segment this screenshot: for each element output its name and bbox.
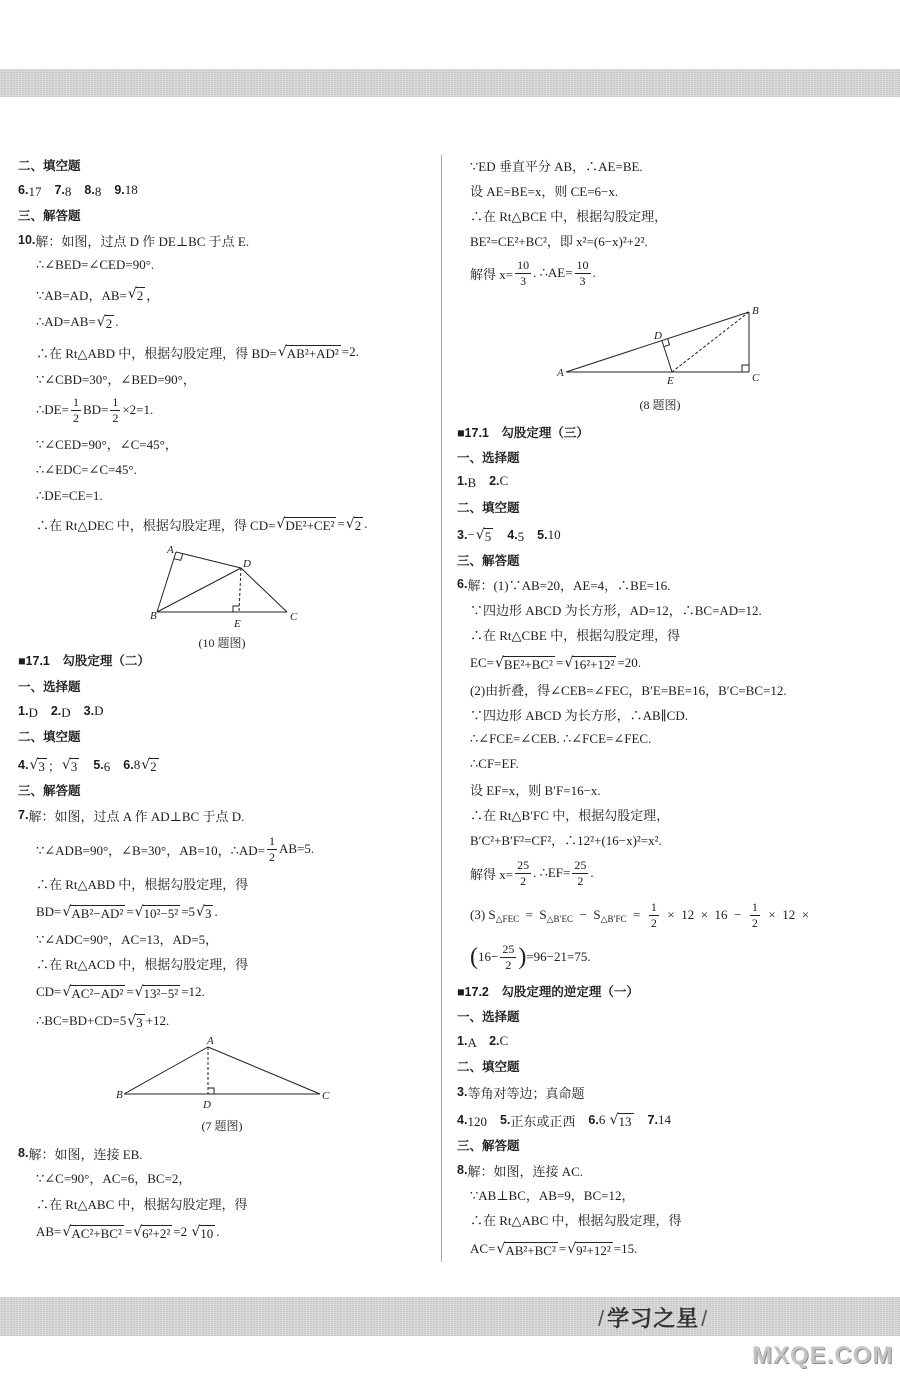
text-segment: ∴在 Rt△ABC 中，根据勾股定理，得	[36, 1196, 248, 1212]
fig8-caption: (8 题图)	[639, 398, 681, 412]
text-segment: ∴在 Rt△ACD 中，根据勾股定理，得	[36, 956, 249, 972]
fig8-right-angle-c	[742, 365, 749, 372]
radicand: √ 3	[38, 758, 45, 774]
text-segment: ∴在 Rt△BCE 中，根据勾股定理，	[470, 208, 668, 224]
text-segment: =	[337, 516, 345, 531]
text-segment: .	[592, 265, 596, 280]
denominator: 2	[650, 915, 657, 930]
text-segment: .	[214, 904, 218, 919]
text-segment: ∴在 Rt△B′FC 中，根据勾股定理，	[470, 807, 670, 823]
bold-label: 8.	[18, 1146, 29, 1160]
text-segment: D	[94, 703, 104, 718]
text-segment: −	[467, 527, 475, 542]
fig10-label-e: E	[234, 618, 241, 630]
bold-label: 三、解答题	[18, 784, 81, 798]
fig10-side-dc	[241, 568, 287, 612]
text-segment: ∵四边形 ABCD 为长方形，AD=12，∴BC=AD=12.	[470, 602, 762, 618]
bold-label: ■17.1 勾股定理（三）	[457, 426, 589, 440]
bold-label: 三、解答题	[18, 209, 81, 223]
text-segment: =	[626, 907, 647, 922]
fig10-label-b: B	[150, 610, 157, 622]
text-segment: D	[28, 704, 51, 720]
bold-label: 二、填空题	[457, 1060, 520, 1074]
text-segment: 8	[94, 183, 115, 199]
large-parenthesis: )	[518, 944, 527, 970]
text-segment: 10	[547, 527, 561, 542]
numerator: 10	[576, 257, 589, 272]
bold-label: 二、填空题	[18, 730, 81, 744]
bold-label: 3.	[457, 1085, 468, 1099]
radicand: √ 5	[484, 528, 492, 544]
text-segment: ∴DE=	[36, 402, 69, 417]
text-segment: ∴DE=CE=1.	[36, 488, 103, 503]
bold-label: 5.	[537, 528, 548, 542]
fig8-segment-be	[672, 312, 749, 372]
text-segment: ∴在 Rt△ABD 中，根据勾股定理，得 BD=	[36, 345, 277, 361]
radicand: √ AC²−AD²	[71, 985, 124, 1001]
text-segment: .	[364, 516, 368, 531]
text-segment: ，	[146, 287, 160, 303]
radicand: √ AB²−AD²	[71, 905, 124, 921]
fig8-label-e: E	[667, 375, 674, 387]
text-segment: (3) S	[470, 907, 496, 922]
fig10-caption: (10 题图)	[198, 636, 246, 650]
text-segment: ∴∠EDC=∠C=45°.	[36, 462, 137, 477]
text-segment: ∵∠CBD=30°，∠BED=90°，	[36, 371, 196, 387]
fig8-label-a: A	[557, 367, 564, 379]
radicand: √ 10²−5²	[143, 905, 179, 921]
text-segment: ∴在 Rt△ABC 中，根据勾股定理，得	[470, 1212, 682, 1228]
text-segment: (2)由折叠，得∠CEB=∠FEC，B′E=BE=16，B′C=BC=12.	[470, 682, 787, 698]
radicand: √ 2	[354, 517, 362, 533]
fig8-label-b: B	[752, 305, 759, 317]
bold-label: 二、填空题	[18, 159, 81, 173]
fig8-right-angle-d	[664, 339, 670, 347]
text-segment: EC=	[470, 655, 494, 670]
text-segment: AB=	[36, 1224, 62, 1239]
fig10-label-c: C	[290, 611, 298, 623]
site-watermark: MXQE.COM	[752, 1342, 894, 1369]
radicand: √ 2	[150, 758, 157, 774]
text-segment: AB=5.	[279, 841, 315, 856]
text-segment: =	[126, 984, 134, 999]
bold-label: 5.	[93, 758, 104, 772]
bottom-footer-band	[0, 1297, 900, 1336]
text-segment: 8	[133, 757, 141, 772]
denominator: 3	[520, 273, 527, 288]
bold-label: 2.	[489, 1034, 500, 1048]
text-segment: D	[61, 704, 84, 720]
bold-label: 6.	[18, 183, 29, 197]
text-segment: 正东或正西	[510, 1113, 589, 1129]
text-segment: C	[499, 1033, 509, 1048]
fig7-label-c: C	[322, 1090, 330, 1102]
figure-7-diagram	[116, 1035, 330, 1133]
text-segment: =2	[173, 1224, 191, 1239]
text-segment: +12.	[145, 1013, 170, 1028]
text-segment: 14	[657, 1112, 671, 1127]
fig8-label-c: C	[752, 372, 760, 384]
text-segment: 5	[517, 528, 538, 544]
text-segment: 解得 x=	[470, 266, 514, 282]
figure-10-diagram	[150, 544, 298, 650]
bold-label: ■17.2 勾股定理的逆定理（一）	[457, 985, 639, 999]
bold-label: 3.	[457, 528, 468, 542]
radicand: √ DE²+CE²	[285, 517, 335, 533]
bold-label: 4.	[18, 758, 29, 772]
bold-label: 一、选择题	[457, 1010, 520, 1024]
footer-brand: / 学习之星 /	[596, 1302, 710, 1333]
text-segment: 解：(1)∵AB=20，AE=4，∴BE=16.	[467, 577, 671, 593]
text-segment: .	[115, 314, 119, 329]
text-segment: =	[555, 655, 564, 670]
text-segment: ∵AB⊥BC，AB=9，BC=12，	[470, 1187, 635, 1203]
text-segment: =12.	[181, 984, 205, 999]
text-segment: ∵AB=AD，AB=	[36, 287, 127, 303]
text-segment: . ∴AE=	[533, 265, 573, 280]
bold-label: 2.	[489, 474, 500, 488]
denominator: 2	[269, 849, 276, 864]
fig10-diagonal-bd	[157, 568, 241, 612]
radicand: √ AB²+AD²	[286, 345, 339, 361]
text-segment: 解：如图，过点 D 作 DE⊥BC 于点 E.	[35, 233, 250, 249]
text-segment: BE²=CE²+BC²，即 x²=(6−x)²+2².	[470, 233, 648, 249]
bold-label: 一、选择题	[18, 680, 81, 694]
bold-label: 二、填空题	[457, 501, 520, 515]
fig10-label-a: A	[167, 544, 174, 556]
subscript: △FEC	[495, 913, 520, 924]
numerator: 1	[650, 899, 657, 914]
bold-label: 6.	[588, 1113, 599, 1127]
text-segment: AC=	[470, 1241, 496, 1256]
text-segment: ∴CF=EF.	[470, 756, 519, 771]
denominator: 2	[72, 410, 79, 425]
bold-label: 一、选择题	[457, 451, 520, 465]
fig7-caption: (7 题图)	[201, 1119, 243, 1133]
text-segment: = S	[519, 907, 547, 922]
text-segment: ∵∠CED=90°，∠C=45°，	[36, 436, 178, 452]
text-segment: 解：如图，连接 EB.	[28, 1146, 143, 1162]
bold-label: 6.	[123, 758, 134, 772]
text-segment: 120	[467, 1113, 500, 1129]
fig7-side-ac	[208, 1047, 320, 1094]
text-segment: ∴∠FCE=∠CEB. ∴∠FCE=∠FEC.	[470, 731, 652, 746]
text-segment: ∵四边形 ABCD 为长方形，∴AB∥CD.	[470, 707, 688, 723]
text-segment: 设 AE=BE=x，则 CE=6−x.	[470, 183, 619, 199]
denominator: 3	[579, 273, 586, 288]
text-segment: A	[467, 1034, 490, 1050]
bold-label: 3.	[83, 704, 95, 718]
bold-label: 三、解答题	[457, 554, 520, 568]
subscript: △B′FC	[600, 913, 627, 924]
text-segment: − S	[573, 907, 601, 922]
fig10-height-de	[239, 568, 241, 612]
text-segment: ∵∠C=90°，AC=6，BC=2，	[36, 1170, 192, 1186]
text-segment: × 12 × 16 −	[660, 907, 748, 922]
bold-label: 8.	[84, 183, 95, 197]
radicand: √ 2	[136, 287, 144, 303]
text-segment: 解得 x=	[470, 866, 514, 882]
text-segment: 解：如图，连接 AC.	[467, 1163, 583, 1179]
radicand: √ 13²−5²	[143, 985, 179, 1001]
fig10-label-d: D	[243, 558, 251, 570]
text-segment: ∴BC=BD+CD=5	[36, 1013, 127, 1028]
bold-label: 5.	[499, 1113, 511, 1127]
fig7-label-d: D	[203, 1099, 211, 1111]
text-segment: ∴AD=AB=	[36, 314, 96, 329]
radicand: √ 3	[204, 905, 212, 921]
text-segment: 8	[64, 183, 85, 199]
text-segment: ×2=1.	[122, 402, 154, 417]
radicand: √ 9²+12²	[576, 1242, 611, 1258]
text-segment: =96−21=75.	[526, 949, 591, 964]
text-segment: 17	[28, 183, 55, 199]
numerator: 25	[502, 941, 515, 956]
numerator: 1	[112, 394, 119, 409]
subscript: △B′EC	[546, 913, 574, 924]
text-segment: ；	[47, 758, 61, 774]
text-segment: C	[499, 473, 509, 488]
radicand: √ 10	[200, 1225, 214, 1241]
radicand: √ 2	[105, 315, 113, 331]
denominator: 2	[112, 410, 119, 425]
text-segment: B′C²+B′F²=CF²，∴12²+(16−x)²=x².	[470, 832, 662, 848]
large-parenthesis: (	[470, 944, 478, 970]
text-segment: 16−	[478, 949, 499, 964]
denominator: 2	[577, 873, 584, 888]
text-segment: BD=	[82, 402, 109, 417]
bold-label: 4.	[457, 1113, 468, 1127]
numerator: 10	[517, 257, 530, 272]
text-segment: BD=	[36, 904, 62, 919]
radicand: √ 6²+2²	[142, 1225, 171, 1241]
bold-label: 三、解答题	[457, 1139, 520, 1153]
denominator: 2	[520, 873, 527, 888]
text-segment: 等角对等边；真命题	[467, 1085, 585, 1101]
text-segment: CD=	[36, 984, 62, 999]
fig7-label-b: B	[116, 1089, 123, 1101]
text-segment: .	[216, 1224, 220, 1239]
text-segment: =2.	[341, 344, 359, 359]
radicand: √ 3	[70, 758, 78, 774]
text-segment: =5	[181, 904, 196, 919]
bold-label: 7.	[647, 1113, 658, 1127]
text-segment: ∴在 Rt△DEC 中，根据勾股定理，得 CD=	[36, 517, 276, 533]
fig10-right-angle-e	[233, 606, 239, 612]
bold-label: 2.	[50, 704, 62, 718]
numerator: 25	[517, 857, 530, 872]
fig10-side-ad	[176, 552, 241, 568]
fig8-hypotenuse-ab	[566, 312, 749, 372]
text-segment: 6	[103, 758, 124, 774]
text-segment: ∴∠BED=∠CED=90°.	[36, 257, 155, 272]
denominator: 2	[751, 915, 758, 930]
radicand: √ BE²+BC²	[503, 656, 553, 672]
text-segment: ∵∠ADB=90°，∠B=30°，AB=10，∴AD=	[36, 842, 266, 858]
text-segment: =	[124, 1224, 133, 1239]
fig8-label-d: D	[654, 330, 662, 342]
radicand: √ AB²+BC²	[505, 1242, 556, 1258]
text-segment: B	[467, 474, 490, 490]
fig7-right-angle-d	[208, 1088, 214, 1094]
radicand: √ 3	[136, 1014, 143, 1030]
text-segment: =	[558, 1241, 567, 1256]
text-segment: 6	[598, 1112, 609, 1127]
text-segment: ∴在 Rt△ABD 中，根据勾股定理，得	[36, 876, 249, 892]
text-segment: × 12 ×	[761, 907, 810, 922]
text-segment: =20.	[617, 655, 641, 670]
text-segment: =	[126, 904, 134, 919]
bold-label: 10.	[18, 233, 36, 247]
text-segment: 18	[124, 182, 138, 197]
radicand: √ 13	[618, 1113, 632, 1129]
fig7-side-ab	[124, 1047, 208, 1094]
bold-label: 7.	[54, 183, 65, 197]
text-segment: ∵ED 垂直平分 AB，∴AE=BE.	[470, 158, 643, 174]
text-segment: 解：如图，过点 A 作 AD⊥BC 于点 D.	[28, 808, 245, 824]
bold-label: 1.	[457, 1034, 468, 1048]
radicand: √ 16²+12²	[573, 656, 615, 672]
numerator: 1	[72, 394, 79, 409]
text-segment: 设 EF=x，则 B′F=16−x.	[470, 782, 601, 798]
bold-label: 4.	[507, 528, 518, 542]
numerator: 1	[751, 899, 758, 914]
bold-label: 9.	[114, 183, 125, 197]
radicand: √ AC²+BC²	[71, 1225, 122, 1241]
bold-label: 1.	[457, 474, 468, 488]
figure-8-diagram	[556, 305, 760, 412]
fig7-label-a: A	[207, 1035, 214, 1047]
text-segment: ∴在 Rt△CBE 中，根据勾股定理，得	[470, 627, 681, 643]
bold-label: 8.	[457, 1163, 468, 1177]
numerator: 1	[269, 833, 276, 848]
bold-label: ■17.1 勾股定理（二）	[18, 654, 150, 668]
bold-label: 1.	[18, 704, 29, 718]
text-segment: ∵∠ADC=90°，AC=13，AD=5，	[36, 931, 219, 947]
denominator: 2	[505, 957, 512, 972]
numerator: 25	[574, 857, 587, 872]
text-segment: .	[590, 865, 594, 880]
text-segment: =15.	[613, 1241, 638, 1256]
text-segment: . ∴EF=	[533, 865, 571, 880]
bold-label: 7.	[18, 808, 29, 822]
bold-label: 6.	[457, 577, 468, 591]
